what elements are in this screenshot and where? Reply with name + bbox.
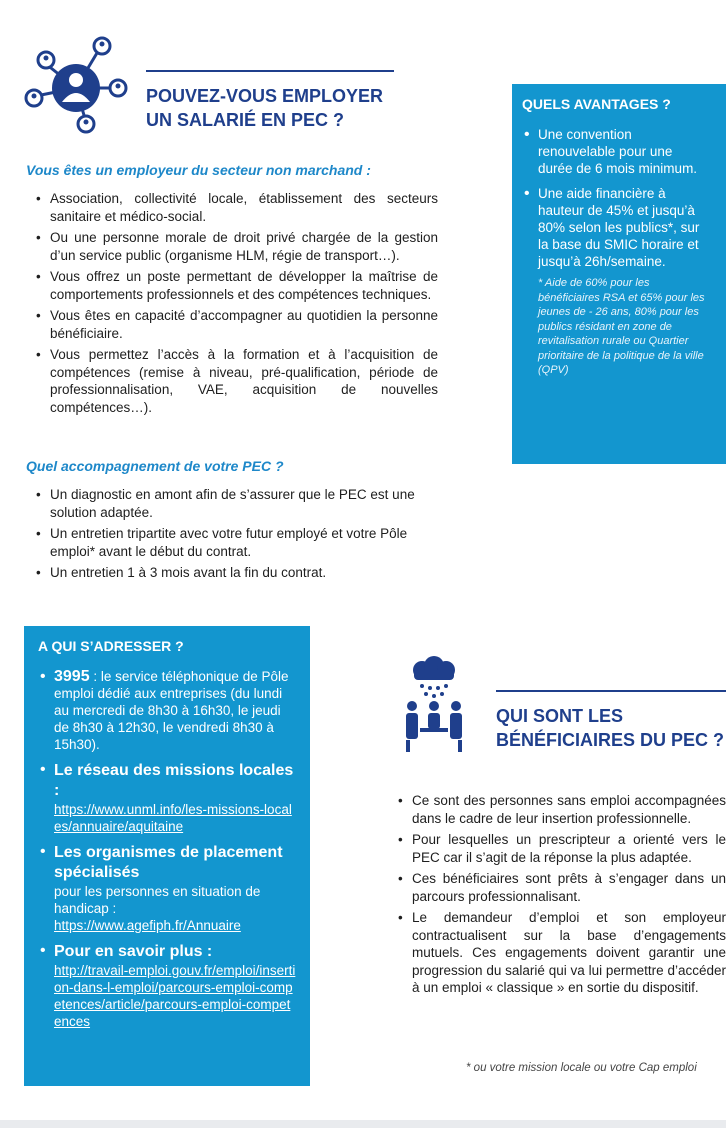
advantages-box	[512, 84, 726, 464]
support-heading: Quel accompagnement de votre PEC ?	[26, 458, 284, 474]
support-list	[34, 486, 438, 586]
list-item: • Un entretien 1 à 3 mois avant la fin du contrat.	[34, 564, 438, 582]
title-rule	[146, 70, 394, 72]
page-bottom-edge	[0, 1120, 726, 1128]
list-item: • Ou une personne morale de droit privé chargée de la gestion d’un service public (organisme HLM, régie de transport…).	[34, 229, 438, 264]
network-people-icon	[24, 36, 130, 136]
employer-list	[34, 190, 438, 420]
list-item: • Une convention renouvelable pour une durée de 6 mois minimum.	[522, 126, 706, 177]
employer-title: POUVEZ-VOUS EMPLOYER UN SALARIÉ EN PEC ?	[146, 86, 384, 130]
travail-emploi-link[interactable]: http://travail-emploi.gouv.fr/emploi/insertion-dans-l-emploi/parcours-emploi-competences/article/parcours-emploi-competences	[54, 963, 296, 1029]
list-item: • Pour en savoir plus : http://travail-emploi.gouv.fr/emploi/insertion-dans-l-emploi/parcours-emploi-competences/article/parcours-emploi-competences	[38, 942, 296, 1030]
list-item: • Pour lesquelles un prescripteur a orienté vers le PEC car il s’agit de la réponse la plus adaptée.	[396, 831, 726, 866]
list-item: • Vous êtes en capacité d’accompagner au quotidien la personne bénéficiaire.	[34, 307, 438, 342]
list-item: • Les organismes de placement spécialisés pour les personnes en situation de handicap : https://www.agefiph.fr/Annuaire	[38, 843, 296, 934]
list-item: • Association, collectivité locale, établissement des secteurs sanitaire et médico-social.	[34, 190, 438, 225]
list-item: • Un entretien tripartite avec votre futur employé et votre Pôle emploi* avant le début du contrat.	[34, 525, 438, 560]
list-item: • Vous permettez l’accès à la formation et à l’acquisition de compétences (remise à niveau, pré-qualification, période de professionnalisation, VAE, acquisition de nouvelles compétences…).	[34, 346, 438, 416]
beneficiaries-title: QUI SONT LES BÉNÉFICIAIRES DU PEC ?	[496, 706, 725, 750]
footnote: * ou votre mission locale ou votre Cap emploi	[466, 1062, 697, 1074]
list-item: • Le demandeur d’emploi et son employeur contractualisent sur la base d’engagements mutuels. Ces engagements doivent garantir une progression du salarié qui va lui permettre d’accéder à un emploi « classique » en sortie du dispositif.	[396, 909, 726, 997]
contact-list	[38, 668, 296, 1030]
employer-subheading: Vous êtes un employeur du secteur non marchand :	[26, 162, 371, 178]
beneficiaries-list	[396, 792, 726, 1001]
list-item: • Le réseau des missions locales : https://www.unml.info/les-missions-locales/annuaire/aquitaine	[38, 761, 296, 835]
phone-number: 3995	[54, 668, 90, 685]
list-item: • 3995 : le service téléphonique de Pôle emploi dédié aux entreprises (du lundi au mercredi de 8h30 à 16h30, le jeudi de 8h30 à 12h30, le vendredi 8h30 à 15h30).	[38, 668, 296, 753]
missions-link[interactable]: https://www.unml.info/les-missions-locales/annuaire/aquitaine	[54, 802, 292, 834]
agefiph-link[interactable]: https://www.agefiph.fr/Annuaire	[54, 918, 241, 933]
list-item: • Un diagnostic en amont afin de s’assurer que le PEC est une solution adaptée.	[34, 486, 438, 521]
list-item: • Vous offrez un poste permettant de développer la maîtrise de comportements professionnels et des compétences techniques.	[34, 268, 438, 303]
advantages-heading: QUELS AVANTAGES ?	[522, 96, 671, 112]
list-item: • Ce sont des personnes sans emploi accompagnées dans le cadre de leur insertion professionnelle.	[396, 792, 726, 827]
contact-heading: A QUI S’ADRESSER ?	[38, 638, 184, 654]
title-rule	[496, 690, 726, 692]
group-meeting-icon	[400, 656, 468, 754]
advantages-list	[522, 126, 716, 378]
contact-box	[24, 626, 310, 1086]
list-item: • Une aide financière à hauteur de 45% et jusqu’à 80% selon les publics*, sur la base du SMIC horaire et jusqu’à 26h/semaine. * Aide de 60% pour les bénéficiaires RSA et 65% pour les jeunes de - 26 ans, 80% pour les publics résidant en zone de revitalisation rurale ou Quartier prioritaire de la politique de la ville (QPV)	[522, 185, 706, 378]
advantages-note: * Aide de 60% pour les bénéficiaires RSA et 65% pour les jeunes de - 26 ans, 80% pour les publics résidant en zone de revitalisation rurale ou Quartier prioritaire de la politique de la ville (QPV)	[538, 277, 705, 376]
list-item: • Ces bénéficiaires sont prêts à s’engager dans un parcours professionnalisant.	[396, 870, 726, 905]
